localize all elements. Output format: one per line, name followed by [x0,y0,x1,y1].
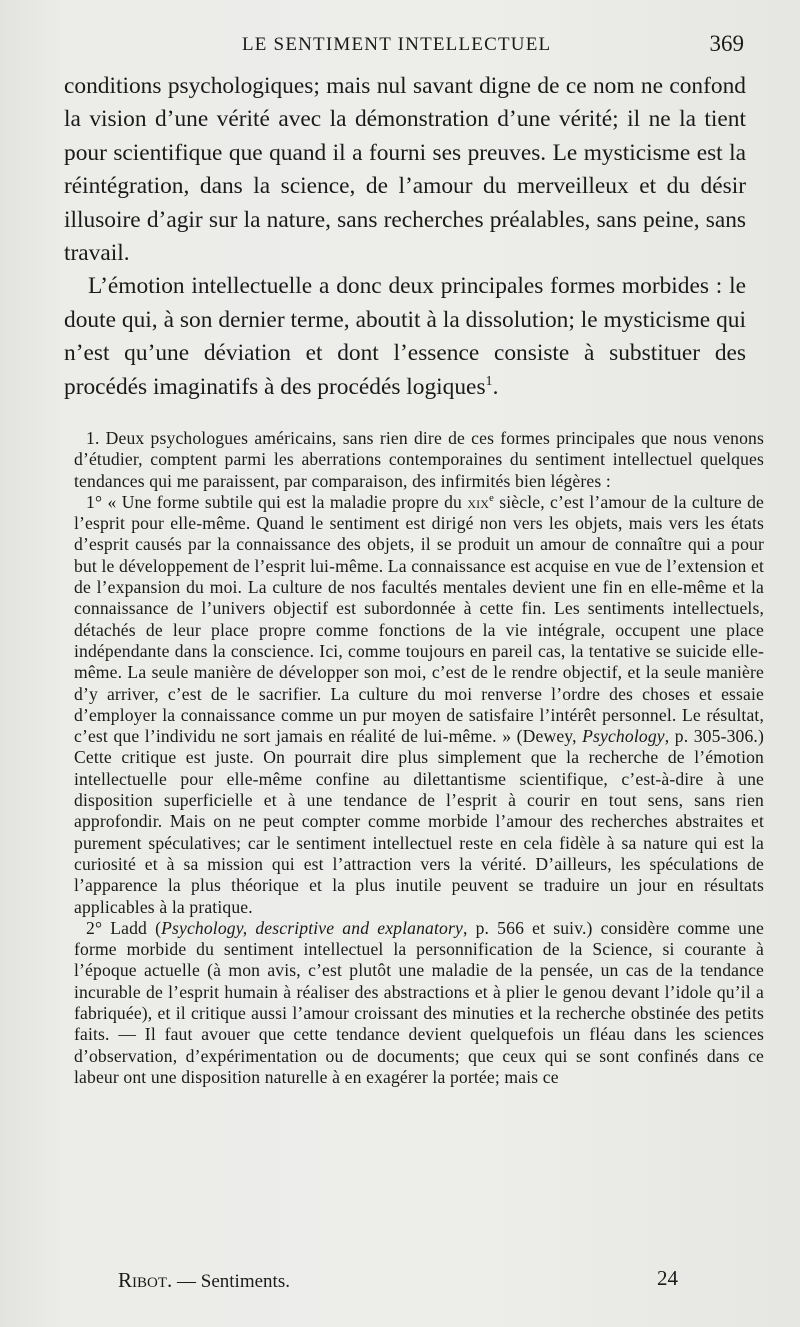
paragraph-text: L’émotion intellectuelle a donc deux principales formes morbides : le doute qui, à son dernier terme, aboutit à la dissolution; le mysticisme qui n’est qu’une déviation et dont l’essence consiste à substituer des procédés imaginatifs à des procédés logiques [64,273,746,400]
cited-work-title: Psychology [582,726,665,747]
footnote-text: , p. 305-306.) Cette critique est juste. On pourrait dire plus simplement que la recherche de l’émotion intellectuelle pour elle-même confine au dilettantisme scientifique, c’est-à-dire à une disposition superficielle et à une tendance de l’esprit à courir en tout sens, sans rien approfondir. Mais on ne peut compter comme morbide l’amour des recherches abstraites et purement spéculatives; car le sentiment intellectuel reste en cela fidèle à sa nature qui est la curiosité et à sa mission qui est l’attraction vers la vérité. D’ailleurs, les spéculations de l’apparence la plus théorique et la plus inutile peuvent se traduire un jour en résultats applicables à la pratique. [74,726,764,917]
paragraph [64,270,746,404]
signature-dash: — [177,1271,197,1292]
footnote-text: 1. Deux psychologues américains, sans rien dire de ces formes principales que nous venons d’étudier, comptent parmi les aberrations contemporaines du sentiment intellectuel quelques tendances qui me paraissent, par comparaison, des infirmités bien légères : [74,428,764,491]
paragraph-end-punctuation: . [492,373,499,400]
main-text [64,70,746,404]
footnote-text: , p. 566 et suiv.) considère comme une forme morbide du sentiment intellectuel la personnification de la Science, si courante à l’époque actuelle (à mon avis, c’est plutôt une maladie de la pensée, un cas de la tendance incurable de l’esprit humain à réaliser des abstractions et à plier le genou devant l’idole qu’il a fabriquée), et il critique aussi l’amour croissant des minuties et la recherche obstinée des petits faits. — Il faut avouer que cette tendance devient quelquefois un fléau dans les sciences d’observation, d’expérimentation ou de documents; que ceux qui se sont confinés dans ce labeur ont une disposition naturelle à en exagérer la portée; mais ce [74,917,764,1087]
running-head [64,31,744,60]
page-number: 369 [709,31,744,56]
footnote-reference: 1 [485,372,493,389]
footnote-paragraph [74,428,764,492]
footnote-paragraph [74,918,764,1088]
cited-work-title: Psychology, descriptive and explanatory [161,917,463,938]
century-numeral: xix [467,491,490,512]
signature-mark: 24 [657,1266,678,1290]
running-title: LE SENTIMENT INTELLECTUEL [242,34,552,55]
footnote-paragraph [74,492,764,918]
footnote-text: 1° « Une forme subtile qui est la maladie propre du [86,491,462,512]
footnote-text: siècle, c’est l’amour de la culture de l’esprit pour elle-même. Quand le sentiment est dirigé non vers les objets, mais vers les états d’esprit causés par la connaissance des objets, il se produit un amour de connaître qui a pour but le développement de l’esprit lui-même. La connaissance est acquise en vue de l’extension et de l’expansion du moi. La culture de nos facultés mentales devient une fin en elle-même et la connaissance de l’univers objectif est subordonnée à cette fin. Les sentiments intellectuels, détachés de leur place propre comme fonctions de la vie intégrale, occupent une place indépendante dans la conscience. Ici, comme toujours en pareil cas, la tentative se suicide elle-même. La seule manière de développer son moi, c’est de le rendre objectif, et la seule manière d’y arriver, c’est de le sacrifier. La culture du moi renverse l’ordre des choses et essaie d’employer la connaissance comme un pur moyen de satisfaire l’intérêt personnel. Le résultat, c’est que l’individu ne sort jamais en réalité de lui-même. » (Dewey, [74,491,764,747]
signature-line [118,1268,678,1294]
book-short-title: Sentiments. [200,1271,290,1292]
footnote-text: 2° Ladd ( [86,917,162,938]
century-superscript: e [489,493,494,505]
book-signature [118,1268,290,1293]
author-name: Ribot. [118,1268,173,1292]
paragraph [64,70,746,270]
footnotes [74,428,764,1088]
paragraph-text: conditions psychologiques; mais nul savant digne de ce nom ne confond la vision d’une vérité avec la démonstration d’une vérité; il ne la tient pour scientifique que quand il a fourni ses preuves. Le mysticisme est la réintégration, dans la science, de l’amour du merveilleux et du désir illusoire d’agir sur la nature, sans recherches préalables, sans peine, sans travail. [64,73,746,267]
